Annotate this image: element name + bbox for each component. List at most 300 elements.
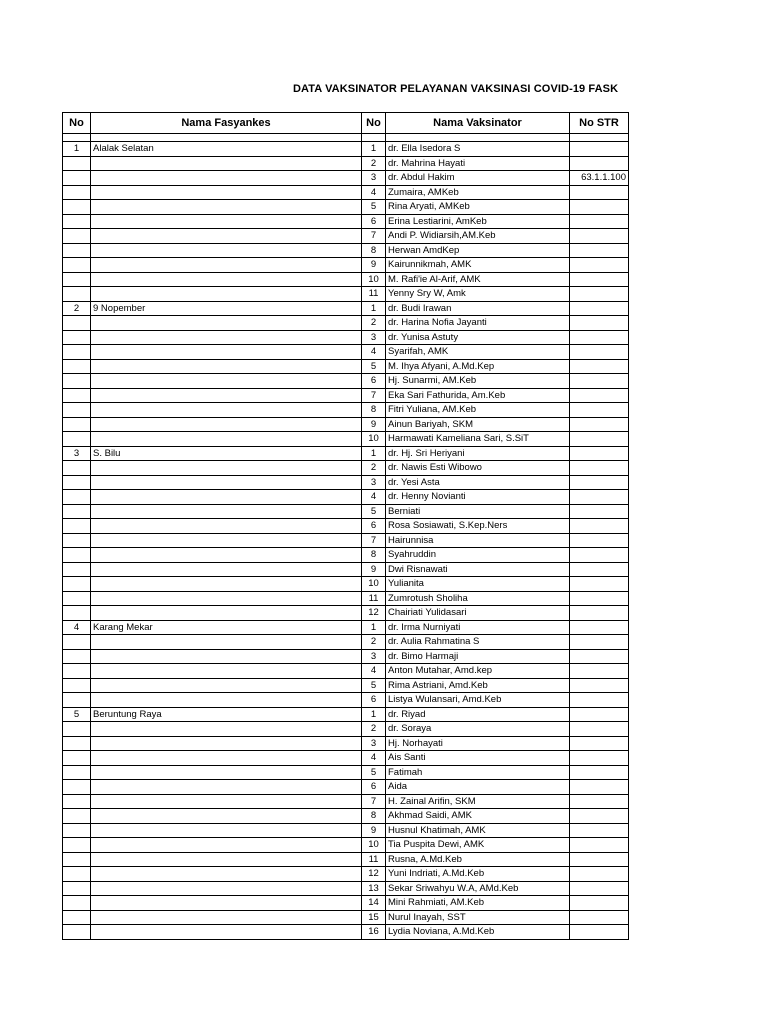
no-str-cell (570, 432, 629, 447)
row-number-cell (63, 214, 91, 229)
vaksinator-name-cell: Sekar Sriwahyu W.A, AMd.Keb (386, 881, 570, 896)
vaksinator-name-cell: Chairiati Yulidasari (386, 606, 570, 621)
vaksinator-name-cell: Ais Santi (386, 751, 570, 766)
fasyankes-name-cell (91, 678, 362, 693)
vaksinator-name-cell: dr. Irma Nurniyati (386, 620, 570, 635)
fasyankes-name-cell (91, 533, 362, 548)
fasyankes-name-cell (91, 867, 362, 882)
table-row (63, 403, 629, 418)
table-row (63, 171, 629, 186)
row-number-cell (63, 490, 91, 505)
no-str-cell (570, 490, 629, 505)
vaksinator-number-cell: 6 (362, 780, 386, 795)
no-str-cell (570, 272, 629, 287)
row-number-cell (63, 591, 91, 606)
no-str-cell (570, 591, 629, 606)
vaksinator-number-cell: 7 (362, 533, 386, 548)
row-number-cell (63, 852, 91, 867)
no-str-cell (570, 475, 629, 490)
vaksinator-name-cell: M. Rafi'ie Al-Arif, AMK (386, 272, 570, 287)
vaksinator-name-cell: Rima Astriani, Amd.Keb (386, 678, 570, 693)
vaksinator-name-cell: Ainun Bariyah, SKM (386, 417, 570, 432)
vaksinator-number-cell: 6 (362, 214, 386, 229)
fasyankes-name-cell (91, 577, 362, 592)
vaksinator-number-cell: 3 (362, 330, 386, 345)
row-number-cell: 1 (63, 142, 91, 157)
fasyankes-name-cell (91, 214, 362, 229)
table-row (63, 780, 629, 795)
table-row (63, 649, 629, 664)
vaksinator-name-cell: Anton Mutahar, Amd.kep (386, 664, 570, 679)
table-row (63, 388, 629, 403)
no-str-cell (570, 403, 629, 418)
fasyankes-name-cell (91, 475, 362, 490)
vaksinator-name-cell: Listya Wulansari, Amd.Keb (386, 693, 570, 708)
fasyankes-name-cell (91, 258, 362, 273)
no-str-cell (570, 664, 629, 679)
vaksinator-number-cell: 10 (362, 838, 386, 853)
fasyankes-name-cell (91, 519, 362, 534)
vaksinator-number-cell: 13 (362, 881, 386, 896)
table-row (63, 504, 629, 519)
no-str-cell (570, 287, 629, 302)
vaksinator-name-cell: dr. Riyad (386, 707, 570, 722)
no-str-cell (570, 417, 629, 432)
row-number-cell (63, 316, 91, 331)
no-str-cell (570, 635, 629, 650)
table-row (63, 374, 629, 389)
vaksinator-number-cell: 4 (362, 664, 386, 679)
header-no-str: No STR (570, 113, 629, 134)
row-number-cell (63, 867, 91, 882)
table-row (63, 330, 629, 345)
table-row (63, 867, 629, 882)
vaksinator-number-cell: 5 (362, 678, 386, 693)
row-number-cell (63, 925, 91, 940)
fasyankes-name-cell (91, 794, 362, 809)
table-row (63, 620, 629, 635)
vaksinator-name-cell: Rusna, A.Md.Keb (386, 852, 570, 867)
no-str-cell (570, 794, 629, 809)
fasyankes-name-cell (91, 330, 362, 345)
row-number-cell (63, 156, 91, 171)
row-number-cell (63, 258, 91, 273)
vaksinator-name-cell: Hj. Norhayati (386, 736, 570, 751)
vaksinator-number-cell: 3 (362, 475, 386, 490)
vaksinator-number-cell: 2 (362, 722, 386, 737)
row-number-cell: 2 (63, 301, 91, 316)
no-str-cell (570, 867, 629, 882)
fasyankes-name-cell: S. Bilu (91, 446, 362, 461)
header-nama-fasyankes: Nama Fasyankes (91, 113, 362, 134)
fasyankes-name-cell (91, 562, 362, 577)
row-number-cell (63, 562, 91, 577)
row-number-cell (63, 388, 91, 403)
vaksinator-number-cell: 11 (362, 852, 386, 867)
vaksinator-number-cell: 1 (362, 142, 386, 157)
no-str-cell (570, 896, 629, 911)
vaksinator-name-cell: Yenny Sry W, Amk (386, 287, 570, 302)
vaksinator-number-cell: 10 (362, 272, 386, 287)
row-number-cell (63, 809, 91, 824)
fasyankes-name-cell (91, 693, 362, 708)
vaksinator-number-cell: 1 (362, 446, 386, 461)
vaksinator-number-cell: 15 (362, 910, 386, 925)
no-str-cell (570, 156, 629, 171)
row-number-cell (63, 200, 91, 215)
vaksinator-name-cell: Fitri Yuliana, AM.Keb (386, 403, 570, 418)
fasyankes-name-cell (91, 635, 362, 650)
row-number-cell (63, 533, 91, 548)
vaksinator-name-cell: Dwi Risnawati (386, 562, 570, 577)
table-row (63, 823, 629, 838)
no-str-cell (570, 229, 629, 244)
row-number-cell (63, 577, 91, 592)
vaksinator-name-cell: Berniati (386, 504, 570, 519)
vaksinator-number-cell: 9 (362, 562, 386, 577)
vaksinator-name-cell: Akhmad Saidi, AMK (386, 809, 570, 824)
vaksinator-name-cell: dr. Aulia Rahmatina S (386, 635, 570, 650)
vaksinator-number-cell: 12 (362, 867, 386, 882)
vaksinator-number-cell: 4 (362, 751, 386, 766)
no-str-cell (570, 620, 629, 635)
vaksinator-name-cell: Herwan AmdKep (386, 243, 570, 258)
table-row (63, 606, 629, 621)
fasyankes-name-cell (91, 838, 362, 853)
spacer-cell (362, 134, 386, 142)
table-row (63, 533, 629, 548)
fasyankes-name-cell (91, 490, 362, 505)
table-row (63, 185, 629, 200)
table-row (63, 809, 629, 824)
row-number-cell (63, 374, 91, 389)
vaksinator-number-cell: 5 (362, 359, 386, 374)
spacer-cell (386, 134, 570, 142)
table-row (63, 200, 629, 215)
vaksinator-name-cell: Harmawati Kameliana Sari, S.SiT (386, 432, 570, 447)
fasyankes-name-cell (91, 200, 362, 215)
no-str-cell (570, 142, 629, 157)
vaksinator-number-cell: 6 (362, 519, 386, 534)
no-str-cell (570, 374, 629, 389)
fasyankes-name-cell (91, 722, 362, 737)
vaksinator-name-cell: dr. Mahrina Hayati (386, 156, 570, 171)
vaksinator-number-cell: 12 (362, 606, 386, 621)
table-row (63, 635, 629, 650)
fasyankes-name-cell (91, 881, 362, 896)
table-row (63, 852, 629, 867)
row-number-cell (63, 287, 91, 302)
table-row (63, 156, 629, 171)
fasyankes-name-cell (91, 852, 362, 867)
table-row (63, 490, 629, 505)
table-row (63, 722, 629, 737)
row-number-cell (63, 432, 91, 447)
fasyankes-name-cell (91, 751, 362, 766)
vaksinator-name-cell: dr. Abdul Hakim (386, 171, 570, 186)
row-number-cell: 5 (63, 707, 91, 722)
no-str-cell (570, 548, 629, 563)
table-row (63, 287, 629, 302)
no-str-cell (570, 707, 629, 722)
row-number-cell (63, 606, 91, 621)
no-str-cell (570, 577, 629, 592)
table-row (63, 272, 629, 287)
vaksinator-name-cell: Yulianita (386, 577, 570, 592)
vaksinator-name-cell: Husnul Khatimah, AMK (386, 823, 570, 838)
vaksinator-name-cell: Tia Puspita Dewi, AMK (386, 838, 570, 853)
header-nama-vaksinator: Nama Vaksinator (386, 113, 570, 134)
table-body (63, 134, 629, 940)
fasyankes-name-cell (91, 345, 362, 360)
table-row (63, 345, 629, 360)
no-str-cell (570, 330, 629, 345)
table-row (63, 925, 629, 940)
table-row (63, 577, 629, 592)
vaksinator-number-cell: 14 (362, 896, 386, 911)
row-number-cell (63, 881, 91, 896)
table-row (63, 794, 629, 809)
vaksinator-name-cell: Syahruddin (386, 548, 570, 563)
table-row (63, 142, 629, 157)
vaksinator-name-cell: dr. Hj. Sri Heriyani (386, 446, 570, 461)
vaksinator-number-cell: 3 (362, 649, 386, 664)
table-row (63, 548, 629, 563)
vaksinator-number-cell: 3 (362, 736, 386, 751)
row-number-cell (63, 838, 91, 853)
vaksinator-name-cell: dr. Harina Nofia Jayanti (386, 316, 570, 331)
no-str-cell (570, 606, 629, 621)
vaksinator-name-cell: Erina Lestiarini, AmKeb (386, 214, 570, 229)
table-row (63, 243, 629, 258)
fasyankes-name-cell (91, 896, 362, 911)
fasyankes-name-cell (91, 388, 362, 403)
vaksinator-number-cell: 11 (362, 287, 386, 302)
vaksinator-number-cell: 16 (362, 925, 386, 940)
table-row (63, 693, 629, 708)
table-header (63, 113, 629, 134)
spacer-cell (91, 134, 362, 142)
no-str-cell (570, 562, 629, 577)
no-str-cell (570, 359, 629, 374)
vaksinator-name-cell: H. Zainal Arifin, SKM (386, 794, 570, 809)
vaksinator-name-cell: Kairunnikmah, AMK (386, 258, 570, 273)
table-row (63, 432, 629, 447)
row-number-cell (63, 272, 91, 287)
no-str-cell (570, 881, 629, 896)
fasyankes-name-cell (91, 185, 362, 200)
vaksinator-number-cell: 4 (362, 185, 386, 200)
fasyankes-name-cell (91, 548, 362, 563)
vaksinator-number-cell: 1 (362, 301, 386, 316)
fasyankes-name-cell (91, 910, 362, 925)
row-number-cell (63, 649, 91, 664)
vaksinator-name-cell: M. Ihya Afyani, A.Md.Kep (386, 359, 570, 374)
row-number-cell (63, 229, 91, 244)
spacer-row (63, 134, 629, 142)
table-row (63, 519, 629, 534)
fasyankes-name-cell (91, 664, 362, 679)
table-row (63, 475, 629, 490)
vaksinator-name-cell: Fatimah (386, 765, 570, 780)
no-str-cell (570, 316, 629, 331)
vaksinator-number-cell: 1 (362, 707, 386, 722)
no-str-cell (570, 533, 629, 548)
fasyankes-name-cell: Karang Mekar (91, 620, 362, 635)
vaksinator-name-cell: dr. Yunisa Astuty (386, 330, 570, 345)
fasyankes-name-cell (91, 823, 362, 838)
vaksinator-number-cell: 2 (362, 635, 386, 650)
vaccinator-table (62, 112, 629, 940)
document-title: DATA VAKSINATOR PELAYANAN VAKSINASI COVID-19 FASK (293, 83, 619, 95)
vaksinator-number-cell: 2 (362, 316, 386, 331)
no-str-cell (570, 765, 629, 780)
row-number-cell (63, 243, 91, 258)
fasyankes-name-cell (91, 736, 362, 751)
fasyankes-name-cell (91, 316, 362, 331)
header-no-vaksinator: No (362, 113, 386, 134)
fasyankes-name-cell (91, 229, 362, 244)
vaksinator-number-cell: 9 (362, 823, 386, 838)
no-str-cell (570, 519, 629, 534)
table-row (63, 359, 629, 374)
table-row (63, 258, 629, 273)
vaksinator-number-cell: 8 (362, 548, 386, 563)
row-number-cell (63, 664, 91, 679)
table-row (63, 678, 629, 693)
row-number-cell (63, 751, 91, 766)
row-number-cell (63, 359, 91, 374)
table-row (63, 301, 629, 316)
header-no: No (63, 113, 91, 134)
table-row (63, 446, 629, 461)
fasyankes-name-cell (91, 809, 362, 824)
fasyankes-name-cell (91, 765, 362, 780)
no-str-cell (570, 345, 629, 360)
fasyankes-name-cell (91, 171, 362, 186)
row-number-cell: 4 (63, 620, 91, 635)
row-number-cell (63, 794, 91, 809)
fasyankes-name-cell (91, 606, 362, 621)
fasyankes-name-cell: Beruntung Raya (91, 707, 362, 722)
fasyankes-name-cell (91, 359, 362, 374)
fasyankes-name-cell (91, 504, 362, 519)
vaksinator-name-cell: Syarifah, AMK (386, 345, 570, 360)
vaksinator-number-cell: 7 (362, 229, 386, 244)
fasyankes-name-cell (91, 374, 362, 389)
row-number-cell (63, 345, 91, 360)
row-number-cell (63, 548, 91, 563)
row-number-cell (63, 185, 91, 200)
table-row (63, 417, 629, 432)
fasyankes-name-cell: Alalak Selatan (91, 142, 362, 157)
vaksinator-name-cell: dr. Yesi Asta (386, 475, 570, 490)
vaksinator-name-cell: Zumrotush Sholiha (386, 591, 570, 606)
row-number-cell (63, 171, 91, 186)
spacer-cell (570, 134, 629, 142)
row-number-cell (63, 765, 91, 780)
fasyankes-name-cell (91, 287, 362, 302)
fasyankes-name-cell (91, 417, 362, 432)
vaksinator-number-cell: 2 (362, 156, 386, 171)
fasyankes-name-cell (91, 403, 362, 418)
vaksinator-name-cell: Lydia Noviana, A.Md.Keb (386, 925, 570, 940)
no-str-cell (570, 649, 629, 664)
vaksinator-number-cell: 4 (362, 490, 386, 505)
fasyankes-name-cell (91, 591, 362, 606)
vaksinator-name-cell: dr. Bimo Harmaji (386, 649, 570, 664)
table-row (63, 591, 629, 606)
header-row (63, 113, 629, 134)
row-number-cell (63, 780, 91, 795)
vaksinator-number-cell: 8 (362, 403, 386, 418)
vaksinator-number-cell: 6 (362, 693, 386, 708)
vaksinator-number-cell: 9 (362, 417, 386, 432)
row-number-cell (63, 693, 91, 708)
no-str-cell (570, 838, 629, 853)
no-str-cell (570, 910, 629, 925)
row-number-cell (63, 736, 91, 751)
vaksinator-name-cell: Rina Aryati, AMKeb (386, 200, 570, 215)
no-str-cell (570, 200, 629, 215)
fasyankes-name-cell (91, 780, 362, 795)
row-number-cell (63, 722, 91, 737)
vaksinator-number-cell: 5 (362, 765, 386, 780)
no-str-cell (570, 446, 629, 461)
table-row (63, 896, 629, 911)
no-str-cell (570, 185, 629, 200)
vaksinator-name-cell: Eka Sari Fathurida, Am.Keb (386, 388, 570, 403)
table-row (63, 214, 629, 229)
vaksinator-name-cell: Aida (386, 780, 570, 795)
vaksinator-name-cell: dr. Ella Isedora S (386, 142, 570, 157)
row-number-cell (63, 896, 91, 911)
no-str-cell (570, 925, 629, 940)
fasyankes-name-cell (91, 272, 362, 287)
fasyankes-name-cell (91, 243, 362, 258)
vaksinator-number-cell: 1 (362, 620, 386, 635)
vaksinator-number-cell: 7 (362, 388, 386, 403)
fasyankes-name-cell (91, 156, 362, 171)
row-number-cell (63, 823, 91, 838)
fasyankes-name-cell (91, 461, 362, 476)
no-str-cell (570, 678, 629, 693)
vaksinator-name-cell: Zumaira, AMKeb (386, 185, 570, 200)
vaksinator-number-cell: 10 (362, 577, 386, 592)
no-str-cell (570, 722, 629, 737)
row-number-cell (63, 417, 91, 432)
vaksinator-number-cell: 9 (362, 258, 386, 273)
no-str-cell (570, 243, 629, 258)
no-str-cell (570, 214, 629, 229)
fasyankes-name-cell (91, 925, 362, 940)
vaksinator-name-cell: dr. Budi Irawan (386, 301, 570, 316)
table-row (63, 229, 629, 244)
table-row (63, 910, 629, 925)
spacer-cell (63, 134, 91, 142)
table-row (63, 736, 629, 751)
vaksinator-number-cell: 6 (362, 374, 386, 389)
vaksinator-number-cell: 4 (362, 345, 386, 360)
vaksinator-number-cell: 10 (362, 432, 386, 447)
vaksinator-name-cell: dr. Nawis Esti Wibowo (386, 461, 570, 476)
fasyankes-name-cell: 9 Nopember (91, 301, 362, 316)
table-row (63, 316, 629, 331)
vaksinator-number-cell: 8 (362, 809, 386, 824)
vaksinator-name-cell: Yuni Indriati, A.Md.Keb (386, 867, 570, 882)
no-str-cell (570, 461, 629, 476)
table-row (63, 881, 629, 896)
